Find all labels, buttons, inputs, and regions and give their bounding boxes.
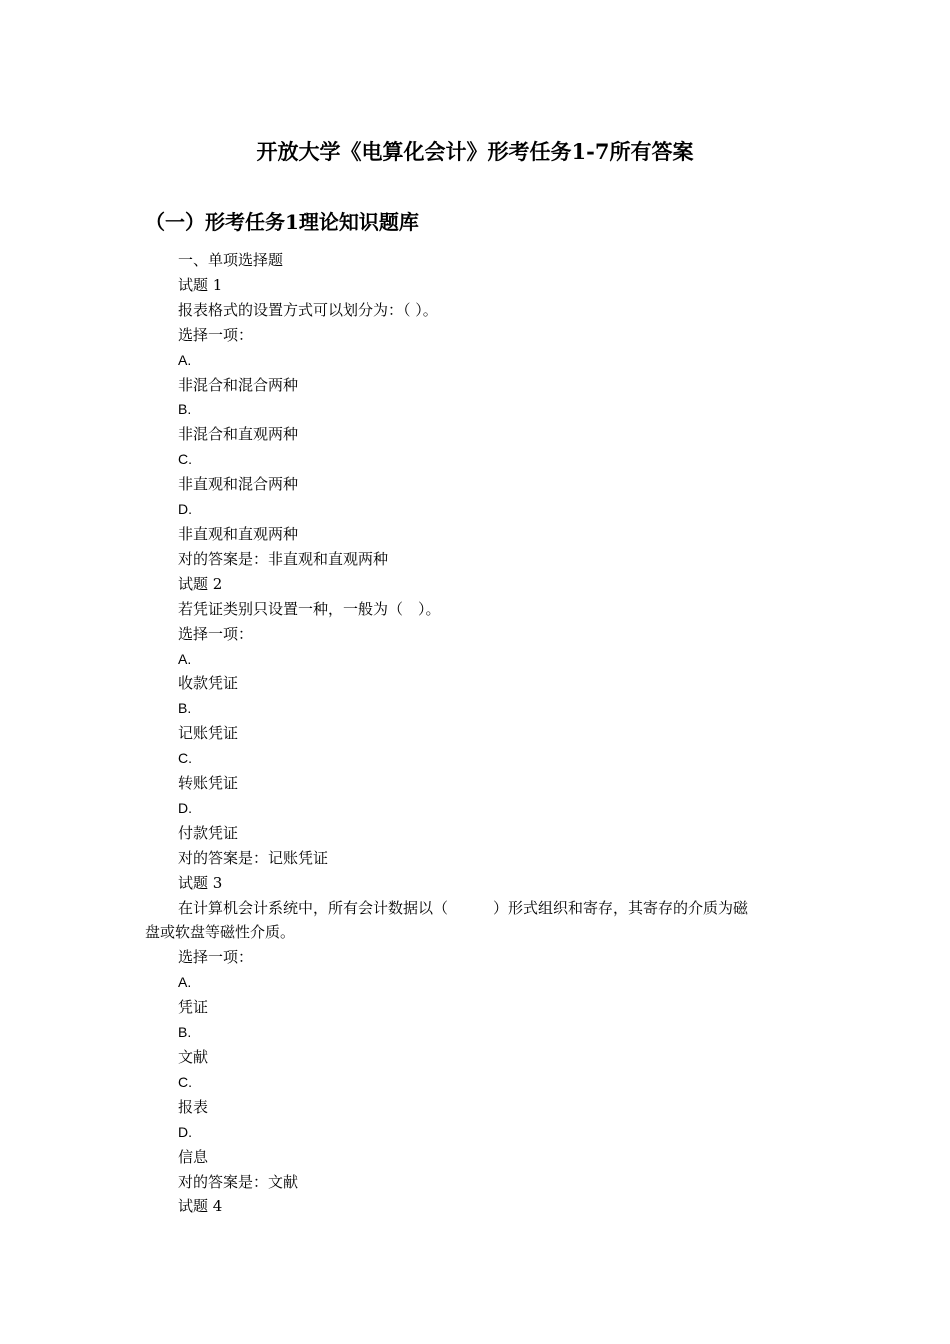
text-line: B. — [178, 1024, 192, 1041]
text-line: 对的答案是：记账凭证 — [178, 848, 329, 867]
text-line: 记账凭证 — [178, 724, 239, 743]
text-line: 付款凭证 — [178, 823, 239, 842]
text-line: 选择一项： — [178, 624, 254, 643]
text-line: A. — [178, 650, 192, 667]
text-line: 凭证 — [178, 998, 209, 1017]
text-line: B. — [178, 700, 192, 717]
text-line: 非混合和混合两种 — [178, 375, 299, 394]
text-line: 若凭证类别只设置一种，一般为（ ）。 — [178, 599, 441, 618]
text-line: 对的答案是：文献 — [178, 1172, 299, 1191]
text-line: 收款凭证 — [178, 674, 239, 693]
text-line: C. — [178, 750, 192, 767]
text-line: C. — [178, 451, 192, 468]
text-line: 非直观和直观两种 — [178, 524, 299, 543]
text-line: 在计算机会计系统中，所有会计数据以（ ）形式组织和寄存，其寄存的介质为磁 — [178, 898, 749, 917]
text-line: 文献 — [178, 1048, 209, 1066]
text-line: 一、单项选择题 — [178, 251, 284, 269]
text-line: A. — [178, 974, 192, 991]
text-line: 非混合和直观两种 — [178, 425, 299, 444]
text-line: 报表 — [178, 1097, 209, 1116]
text-line: A. — [178, 351, 192, 368]
text-line: 非直观和混合两种 — [178, 475, 299, 494]
text-line: 试题 4 — [178, 1197, 223, 1216]
text-line: D. — [178, 799, 192, 816]
section-heading: （一）形考任务1理论知识题库 — [145, 210, 419, 234]
text-line: 试题 2 — [178, 574, 223, 593]
text-line: 盘或软盘等磁性介质。 — [145, 923, 296, 942]
document-body — [145, 248, 828, 1219]
text-line: B. — [178, 401, 192, 418]
text-line: 对的答案是：非直观和直观两种 — [178, 549, 389, 568]
text-line: 试题 1 — [178, 275, 223, 294]
text-line: 报表格式的设置方式可以划分为：（ ）。 — [178, 300, 438, 319]
text-line: 转账凭证 — [178, 774, 239, 793]
text-line: C. — [178, 1073, 192, 1090]
text-line: 选择一项： — [178, 325, 254, 344]
text-line: 信息 — [178, 1147, 209, 1166]
text-line: 试题 3 — [178, 873, 223, 892]
document-title: 开放大学《电算化会计》形考任务1-7所有答案 — [256, 139, 694, 164]
text-line: 选择一项： — [178, 948, 254, 967]
text-line: D. — [178, 1123, 192, 1140]
text-line: D. — [178, 501, 192, 518]
